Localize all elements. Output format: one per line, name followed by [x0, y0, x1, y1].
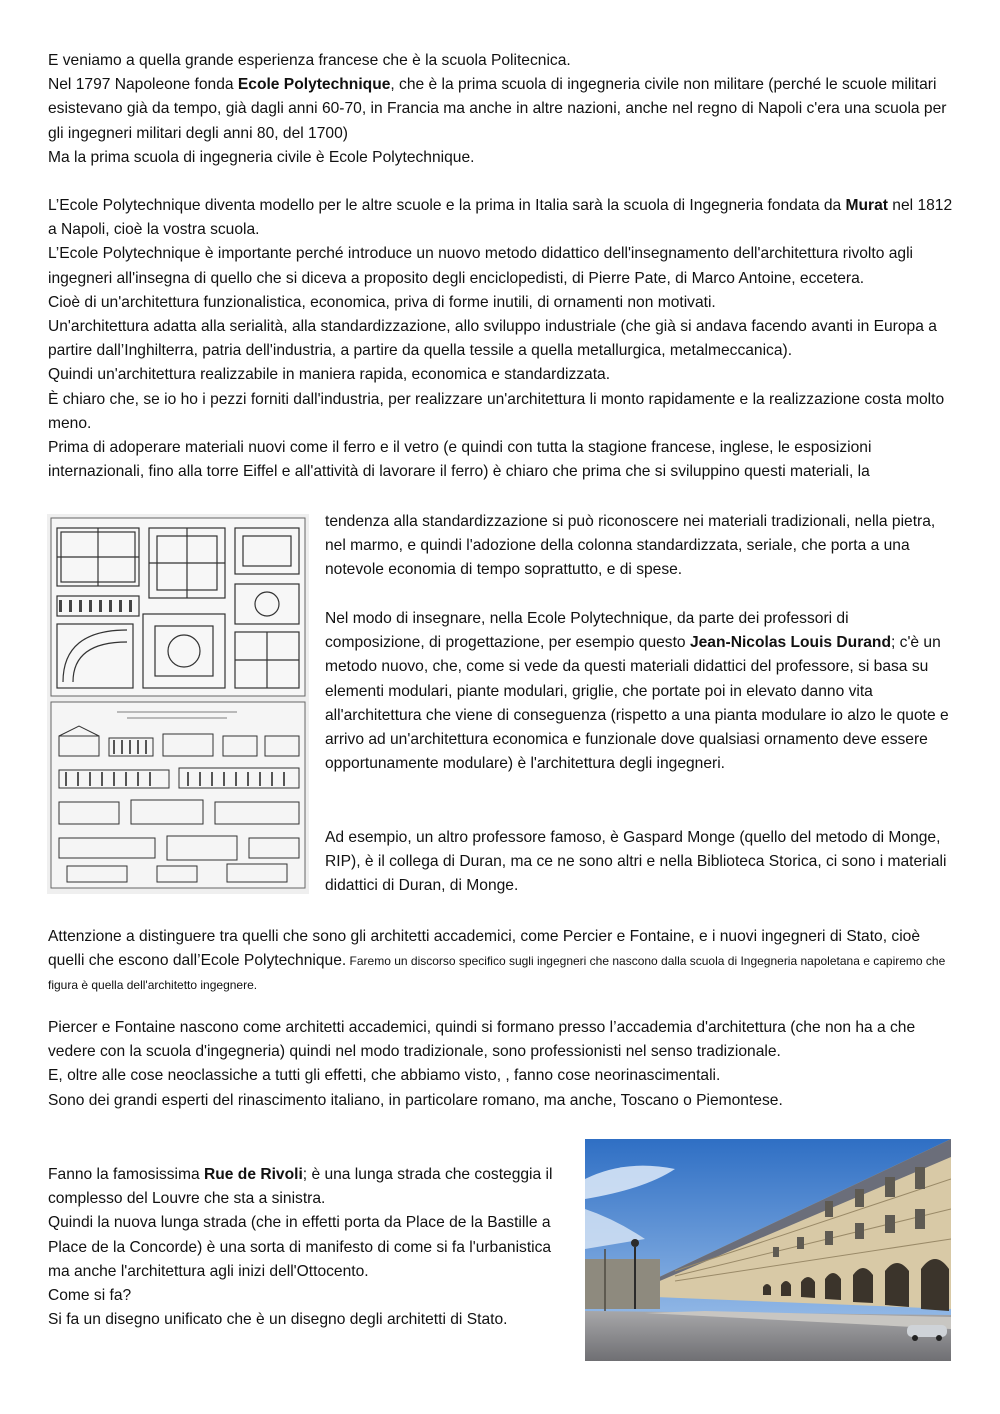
functional-paragraph: Cioè di un'architettura funzionalistica, economica, priva di forme inutili, di ornamenti non motivati.: [48, 293, 716, 311]
text-span: ; c'è un metodo nuovo, che, come si vede da questi materiali didattici del professore, si basa su elementi modulari, piante modulari, griglie, che portate poi in elevato danno vita all'architettura che viene di conseguenza (rispetto a una pianta modulare io alzo le quote e arrivo ad un'architettura economica e funzionale dove qualsiasi ornamento deve essere opportunamente modulare) è l'architettura degli ingegneri.: [325, 634, 949, 773]
distinction-paragraph: [48, 925, 958, 998]
text-span: ; è una lunga strada che costeggia il complesso del Louvre che sta a sinistra.: [48, 1166, 553, 1208]
monge-paragraph-block: [325, 826, 950, 899]
intro-section: [48, 49, 958, 170]
manifesto-paragraph: Quindi la nuova lunga strada (che in effetti porta da Place de la Bastille a Place de la Concorde) è una sorta di manifesto di come si fa l'urbanistica ma anche l'architettura agli inizi dell'Ottocento.: [48, 1214, 552, 1280]
rue-de-rivoli-illustration: [585, 1139, 951, 1361]
bold-term: Jean-Nicolas Louis Durand: [689, 634, 891, 652]
architectural-plates-image: [47, 514, 309, 894]
percier-fontaine-section: [48, 1016, 958, 1113]
rapid-paragraph: Quindi un'architettura realizzabile in maniera rapida, economica e standardizzata.: [48, 366, 611, 384]
durand-paragraph: [325, 607, 950, 776]
standardization-paragraph-block: [325, 510, 950, 583]
unified-design-line: Si fa un disegno unificato che è un disegno degli architetti di Stato.: [48, 1311, 508, 1329]
first-civil-school-line: Ma la prima scuola di ingegneria civile è Ecole Polytechnique.: [48, 148, 475, 166]
industry-paragraph: È chiaro che, se io ho i pezzi forniti dall'industria, per realizzare un'architettura li monto rapidamente e la realizzazione costa molto meno.: [48, 390, 945, 432]
text-span: Nel 1797 Napoleone fonda: [48, 76, 238, 94]
polytechnique-section: [48, 194, 958, 484]
academic-paragraph: Piercer e Fontaine nascono come architetti accademici, quindi si formano presso l’accademia d'architettura (che non ha a che vedere con la scuola d'ingegneria) quindi nel modo tradizionale, sono professionisti nel senso tradizionale.: [48, 1019, 916, 1061]
materials-paragraph: Prima di adoperare materiali nuovi come il ferro e il vetro (e quindi con tutta la stagione francese, inglese, le esposizioni internazionali, fino alla torre Eiffel e all'attività di lavorare il ferro) è chiaro che prima che si sviluppino questi materiali, la: [48, 439, 872, 481]
experts-paragraph: Sono dei grandi esperti del rinascimento italiano, in particolare romano, ma anche, Toscano o Piemontese.: [48, 1091, 783, 1109]
text-span: nel 1812 a Napoli, cioè la vostra scuola.: [48, 197, 953, 239]
murat-paragraph: [48, 194, 958, 242]
text-span: Nel modo di insegnare, nella Ecole Polytechnique, da parte dei professori di composizione, di progettazione, per esempio questo: [325, 610, 849, 652]
distinction-section: [48, 925, 958, 998]
text-span: Fanno la famosissima: [48, 1166, 204, 1183]
question-line: Come si fa?: [48, 1287, 132, 1305]
monge-paragraph: Ad esempio, un altro professore famoso, è Gaspard Monge (quello del metodo di Monge, RIP), è il collega di Duran, ma ce ne sono altri e nella Biblioteca Storica, ci sono i materiali didattici di Duran, di Monge.: [325, 829, 947, 895]
rivoli-section: [48, 1163, 573, 1332]
standardization-paragraph: tendenza alla standardizzazione si può riconoscere nei materiali tradizionali, nella pietra, nel marmo, e quindi l'adozione della colonna standardizzata, seriale, che porta a una notevole economia di tempo soprattutto, e di spese.: [325, 513, 936, 579]
text-span: , che è la prima scuola di ingegneria civile non militare (perché le scuole militari esistevano già da tempo, già dagli anni 60-70, in Francia ma anche in altre nazioni, anche nel regno di Napoli c'era una scuola per gli ingegneri militari degli anni 80, del 1700): [48, 76, 947, 142]
rivoli-paragraph: [48, 1163, 573, 1211]
bold-term: Rue de Rivoli: [204, 1166, 303, 1183]
method-paragraph: L’Ecole Polytechnique è importante perché introduce un nuovo metodo didattico dell'insegnamento dell'architettura rivolto agli ingegneri all'insegna di quello che si diceva a proposito degli enciclopedisti, di Pierre Pate, di Marco Antoine, eccetera.: [48, 245, 914, 287]
napoleon-paragraph: [48, 73, 958, 146]
seriality-paragraph: Un'architettura adatta alla serialità, alla standardizzazione, allo sviluppo industriale (che già si andava facendo avanti in Europa a partire dall’Inghilterra, patria dell'industria, a partire da quella tessile a quella metallurgica, metalmeccanica).: [48, 318, 937, 360]
neorenaissance-paragraph: E, oltre alle cose neoclassiche a tutti gli effetti, che abbiamo visto, , fanno cose neorinascimentali.: [48, 1067, 721, 1085]
intro-line: E veniamo a quella grande esperienza francese che è la scuola Politecnica.: [48, 52, 571, 69]
bold-term: Ecole Polytechnique: [237, 76, 391, 94]
durand-paragraph-block: [325, 607, 950, 776]
text-span: L’Ecole Polytechnique diventa modello per le altre scuole e la prima in Italia sarà la scuola di Ingegneria fondata da: [48, 197, 846, 214]
rue-de-rivoli-photo: [585, 1139, 951, 1361]
durand-plates-drawing: [47, 514, 309, 894]
bold-term: Murat: [845, 197, 888, 214]
small-note: Faremo un discorso specifico sugli ingegneri che nascono dalla scuola di Ingegneria napoletana e capiremo che figura è quella dell'architetto ingegnere.: [48, 954, 946, 993]
text-span: Attenzione a distinguere tra quelli che sono gli architetti accademici, come Percier e Fontaine, e i nuovi ingegneri di Stato, cioè quelli che escono dall’Ecole Polytechnique.: [48, 928, 921, 970]
